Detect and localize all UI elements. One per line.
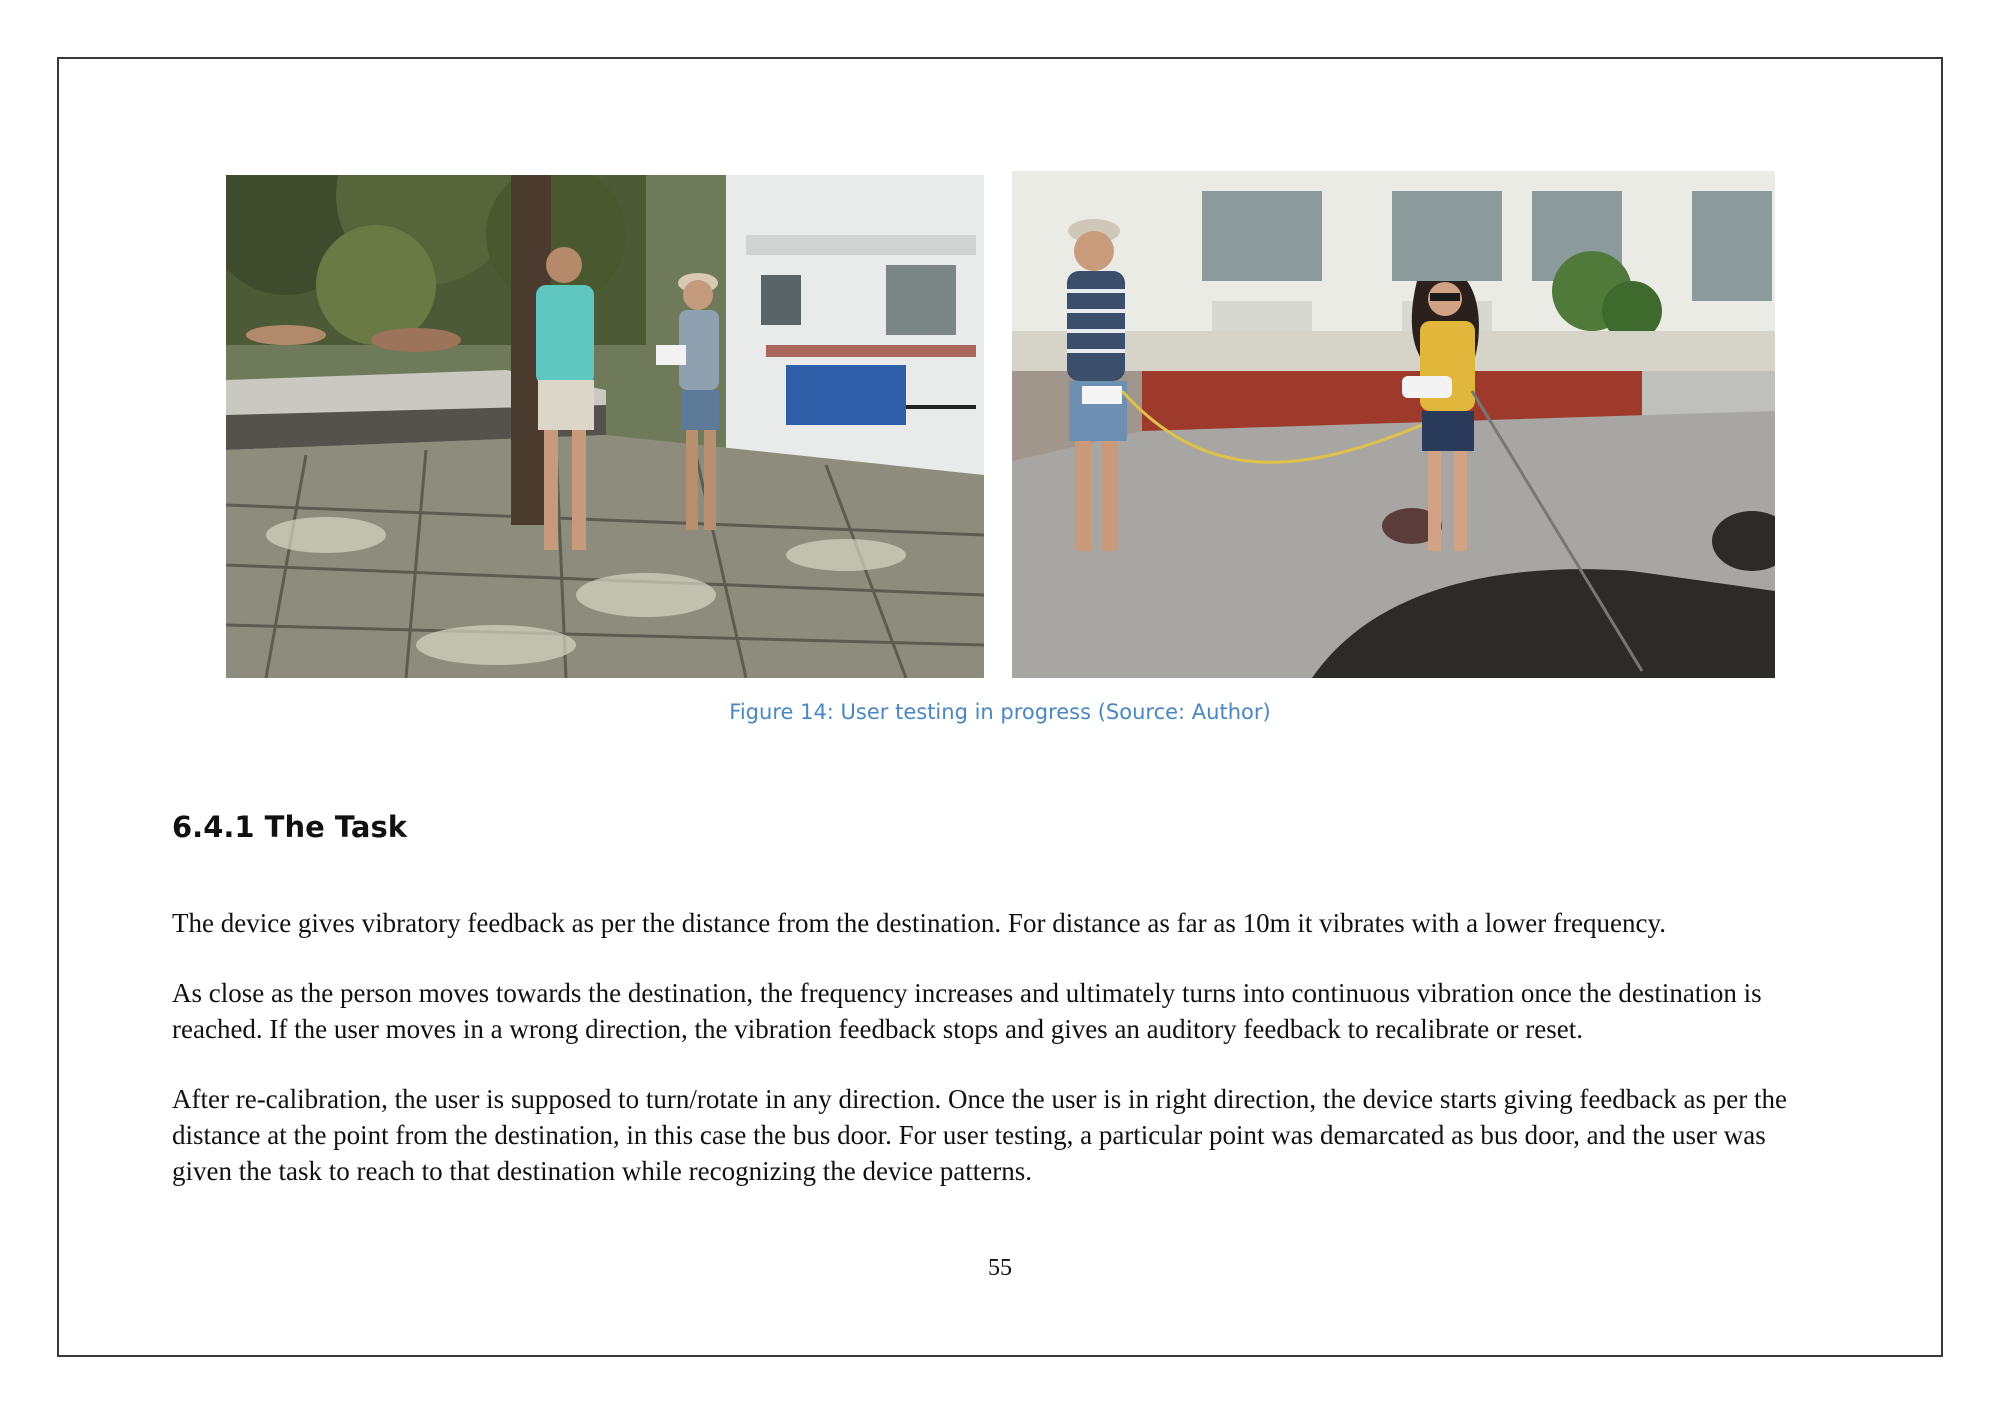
left-photo: [226, 175, 984, 678]
right-photo-illustration: [1012, 171, 1775, 678]
page-number: 55: [988, 1255, 1012, 1281]
left-photo-illustration: [226, 175, 984, 678]
paragraph: As close as the person moves towards the destination, the frequency increases and ultimately turns into continuous vibration once the destination is reached. If the user moves in a wrong direction, the vibration feedback stops and gives an auditory feedback to recalibrate or reset.: [172, 978, 1762, 1044]
section-heading: 6.4.1 The Task: [172, 810, 408, 844]
paragraph: The device gives vibratory feedback as per the distance from the destination. For distance as far as 10m it vibrates with a lower frequency.: [172, 908, 1666, 938]
paragraph: After re-calibration, the user is supposed to turn/rotate in any direction. Once the user is in right direction, the device starts giving feedback as per the distance at the point from the destination, in this case the bus door. For user testing, a particular point was demarcated as bus door, and the user was given the task to reach to that destination while recognizing the device patterns.: [172, 1084, 1787, 1186]
figure-caption: Figure 14: User testing in progress (Source: Author): [729, 700, 1271, 724]
right-photo: [1012, 171, 1775, 678]
